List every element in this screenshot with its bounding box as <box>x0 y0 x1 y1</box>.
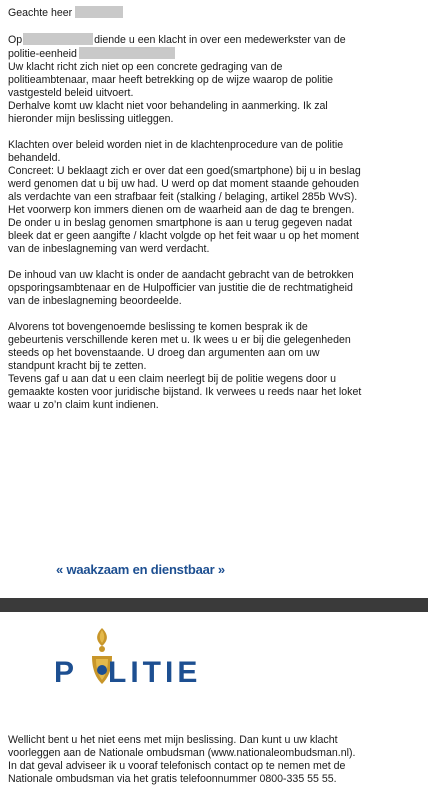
paragraph-1: Uw klacht richt zich niet op een concrete gedraging van de politieambtenaar, maar heeft betrekking op de wijze waarop de politie vastgesteld beleid uitvoert. Derhalve komt uw klacht niet voor behandeling in aanmerking. Ik zal hieronder mijn beslissing uitleggen. <box>8 61 334 125</box>
page-divider <box>0 598 428 612</box>
paragraph-2: Klachten over beleid worden niet in de klachtenprocedure van de politie behandeld. Concreet: U beklaagt zich er over dat een goed(smartphone) bij u in beslag werd genomen dat u bij uw had. U werd op dat moment staande gehouden als verdachte van een strafbaar feit (stalking / belaging, artikel 285b WvS). Het voorwerp kon immers dienen om de waarheid aan de dag te brengen. De onder u in beslag genomen smartphone is aan u terug gegeven nadat bleek dat er geen aangifte / klacht volgde op het feit waar u op het moment van de inbeslagneming van werd verdacht. <box>8 139 361 255</box>
letter-page-2 <box>0 612 428 800</box>
politie-logo <box>54 626 244 696</box>
paragraph-4: Alvorens tot bovengenoemde beslissing te komen besprak ik de gebeurtenis verschillende keren met u. Ik wees u er bij die gelegenheden steeds op het bovenstaande. U droeg dan argumenten aan om uw standpunt kracht bij te zetten. Tevens gaf u aan dat u een claim neerlegt bij de politie wegens door u gemaakte kosten voor juridische bijstand. Ik verwees u reeds naar het loket waar u zo’n claim kunt indienen. <box>8 321 362 411</box>
slogan: « waakzaam en dienstbaar » <box>56 562 225 577</box>
unit-line: politie-eenheid <box>8 47 420 61</box>
paragraph-3: De inhoud van uw klacht is onder de aandacht gebracht van de betrokken opsporingsambtenaar en de Hulpofficier van justitie die de rechtmatigheid van de inbeslagneming beoordeelde. <box>8 269 354 307</box>
salutation: Geachte heer <box>8 6 420 20</box>
ombudsman-paragraph: Wellicht bent u het niet eens met mijn beslissing. Dan kunt u uw klacht voorleggen aan de Nationale ombudsman (www.nationaleombudsman.nl). In dat geval adviseer ik u vooraf telefonisch contact op te nemen met de Nationale ombudsman via het gratis telefoonnummer 0800-335 55 55. <box>8 734 356 785</box>
redacted-date <box>23 33 93 45</box>
redacted-unit <box>79 47 175 59</box>
opening-line: Op diende u een klacht in over een medewerkster van de <box>8 34 346 46</box>
redacted-name <box>75 6 123 18</box>
politie-wordmark: P LITIE <box>54 656 202 689</box>
letter-body <box>8 6 420 412</box>
